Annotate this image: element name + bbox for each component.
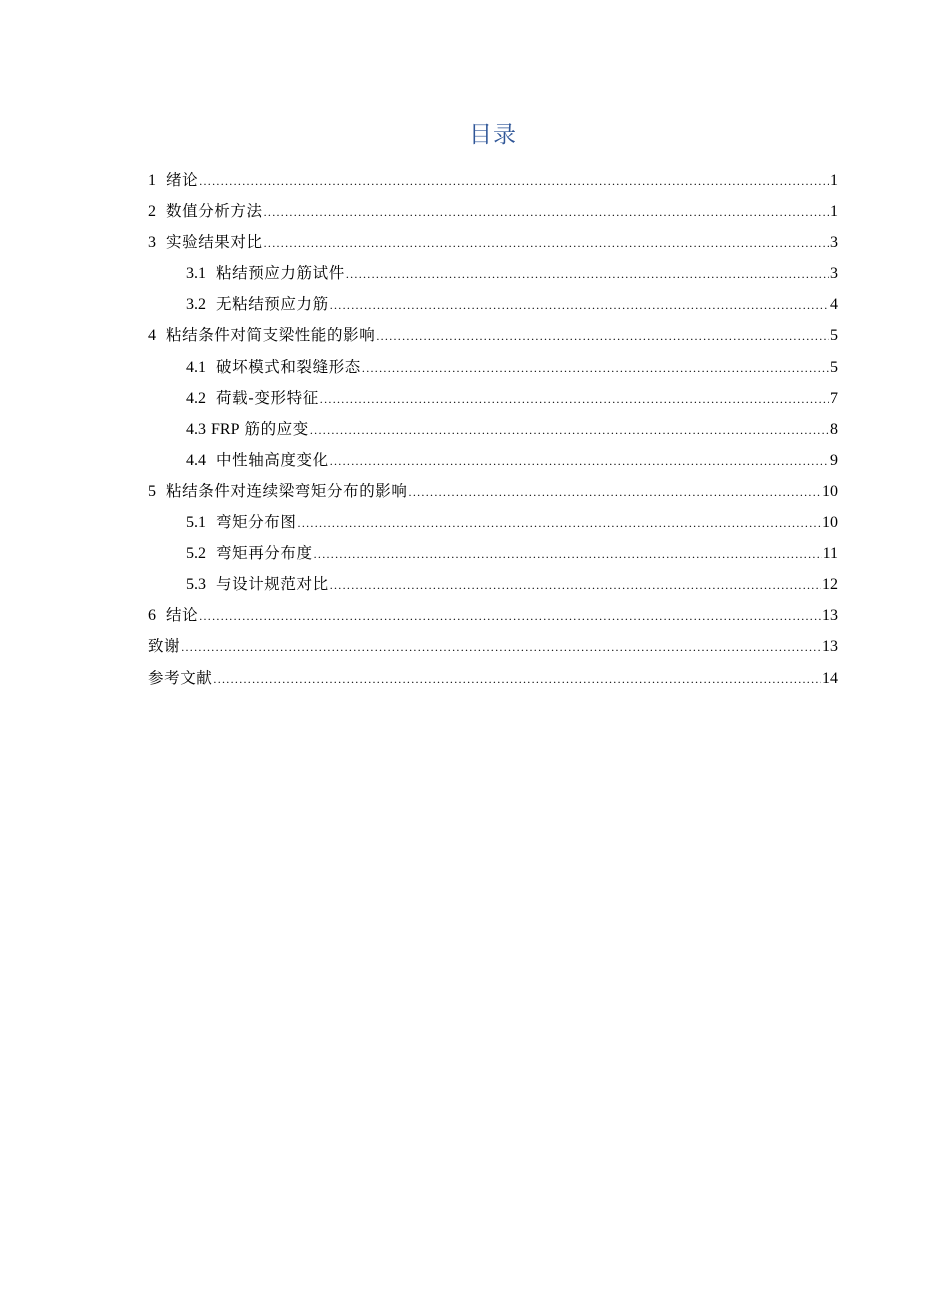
toc-dot-leader bbox=[264, 228, 829, 259]
toc-dot-leader bbox=[330, 446, 829, 477]
toc-entry[interactable] bbox=[148, 631, 838, 662]
toc-entry-page-number: 3 bbox=[830, 234, 838, 252]
toc-entry[interactable] bbox=[148, 227, 838, 258]
toc-entry-page-number: 1 bbox=[830, 203, 838, 221]
toc-entry-page-number: 4 bbox=[830, 296, 838, 314]
toc-entry-number: 1 bbox=[148, 172, 156, 189]
toc-entry-latin-prefix: FRP bbox=[211, 420, 240, 438]
toc-entry-title: 荷载-变形特征 bbox=[216, 388, 319, 407]
toc-entry[interactable] bbox=[148, 165, 838, 196]
toc-entry[interactable] bbox=[148, 476, 838, 507]
toc-dot-leader bbox=[310, 415, 829, 446]
toc-dot-leader bbox=[213, 664, 821, 695]
toc-entry-title: 参考文献 bbox=[148, 668, 213, 687]
toc-entry-number: 5.2 bbox=[186, 545, 206, 563]
toc-entry-page-number: 11 bbox=[822, 545, 838, 563]
toc-entry-number: 5 bbox=[148, 482, 156, 500]
toc-entry[interactable] bbox=[148, 600, 838, 631]
toc-entry[interactable] bbox=[148, 538, 838, 569]
toc-entry[interactable] bbox=[148, 289, 838, 320]
toc-entry-page-number: 10 bbox=[822, 482, 838, 500]
toc-entry-number: 2 bbox=[148, 203, 156, 221]
toc-entry-title: 数值分析方法 bbox=[166, 202, 263, 221]
toc-entry-number: 4 bbox=[148, 327, 156, 345]
toc-entry-title: 结论 bbox=[166, 606, 199, 625]
toc-entry-title: 破坏模式和裂缝形态 bbox=[216, 357, 361, 376]
toc-entry-number: 3 bbox=[148, 234, 156, 252]
toc-dot-leader bbox=[330, 290, 829, 321]
toc-entry-title: 粘结条件对简支梁性能的影响 bbox=[166, 326, 376, 345]
toc-entry-title: 弯矩分布图 bbox=[216, 513, 297, 532]
toc-entry-title: 弯矩再分布度 bbox=[216, 544, 313, 563]
toc-dot-leader bbox=[298, 508, 821, 539]
toc-dot-leader bbox=[320, 384, 829, 415]
toc-dot-leader bbox=[376, 321, 829, 352]
toc-list bbox=[148, 165, 838, 694]
toc-entry-number: 5.1 bbox=[186, 514, 206, 532]
toc-entry-title: 实验结果对比 bbox=[166, 233, 263, 252]
toc-dot-leader bbox=[199, 601, 821, 632]
toc-dot-leader bbox=[362, 353, 829, 384]
toc-entry-number: 4.4 bbox=[186, 451, 206, 469]
toc-entry-page-number: 8 bbox=[830, 420, 838, 438]
toc-entry-number: 3.2 bbox=[186, 296, 206, 314]
toc-entry-page-number: 13 bbox=[822, 607, 838, 625]
toc-entry-title: 中性轴高度变化 bbox=[216, 450, 329, 469]
toc-dot-leader bbox=[264, 197, 829, 228]
toc-entry-title: 筋的应变 bbox=[244, 419, 309, 438]
toc-entry[interactable] bbox=[148, 383, 838, 414]
toc-entry-title: 无粘结预应力筋 bbox=[216, 295, 329, 314]
toc-entry[interactable] bbox=[148, 663, 838, 694]
toc-title: 目录 bbox=[469, 122, 517, 148]
toc-entry-number: 4.3 bbox=[186, 420, 206, 438]
toc-entry-title: 与设计规范对比 bbox=[216, 575, 329, 594]
toc-entry[interactable] bbox=[148, 196, 838, 227]
toc-entry-page-number: 5 bbox=[830, 358, 838, 376]
toc-entry-number: 4.1 bbox=[186, 358, 206, 376]
toc-entry[interactable] bbox=[148, 507, 838, 538]
toc-entry-page-number: 9 bbox=[830, 451, 838, 469]
toc-entry-page-number: 5 bbox=[830, 327, 838, 345]
toc-entry-page-number: 3 bbox=[830, 265, 838, 283]
toc-entry-number: 4.2 bbox=[186, 389, 206, 407]
toc-entry-title: 粘结条件对连续梁弯矩分布的影响 bbox=[166, 481, 408, 500]
toc-entry[interactable] bbox=[148, 352, 838, 383]
toc-entry-page-number: 7 bbox=[830, 389, 838, 407]
toc-entry-title: 致谢 bbox=[148, 637, 181, 656]
toc-dot-leader bbox=[346, 259, 829, 290]
toc-entry-page-number: 10 bbox=[822, 514, 838, 532]
toc-entry[interactable] bbox=[148, 414, 838, 445]
toc-dot-leader bbox=[330, 570, 821, 601]
toc-entry-title: 绪论 bbox=[166, 171, 199, 189]
toc-dot-leader bbox=[199, 166, 829, 197]
toc-entry-title: 粘结预应力筋试件 bbox=[216, 264, 345, 283]
toc-entry[interactable] bbox=[148, 320, 838, 351]
toc-entry-page-number: 12 bbox=[822, 576, 838, 594]
toc-entry[interactable] bbox=[148, 569, 838, 600]
toc-entry-number: 3.1 bbox=[186, 265, 206, 283]
toc-entry[interactable] bbox=[148, 445, 838, 476]
toc-dot-leader bbox=[409, 477, 821, 508]
toc-dot-leader bbox=[181, 632, 821, 663]
toc-entry[interactable] bbox=[148, 258, 838, 289]
toc-entry-page-number: 14 bbox=[822, 669, 838, 687]
toc-entry-number: 6 bbox=[148, 607, 156, 625]
toc-entry-page-number: 1 bbox=[830, 172, 838, 189]
toc-entry-number: 5.3 bbox=[186, 576, 206, 594]
toc-dot-leader bbox=[314, 539, 822, 570]
toc-entry-page-number: 13 bbox=[822, 638, 838, 656]
